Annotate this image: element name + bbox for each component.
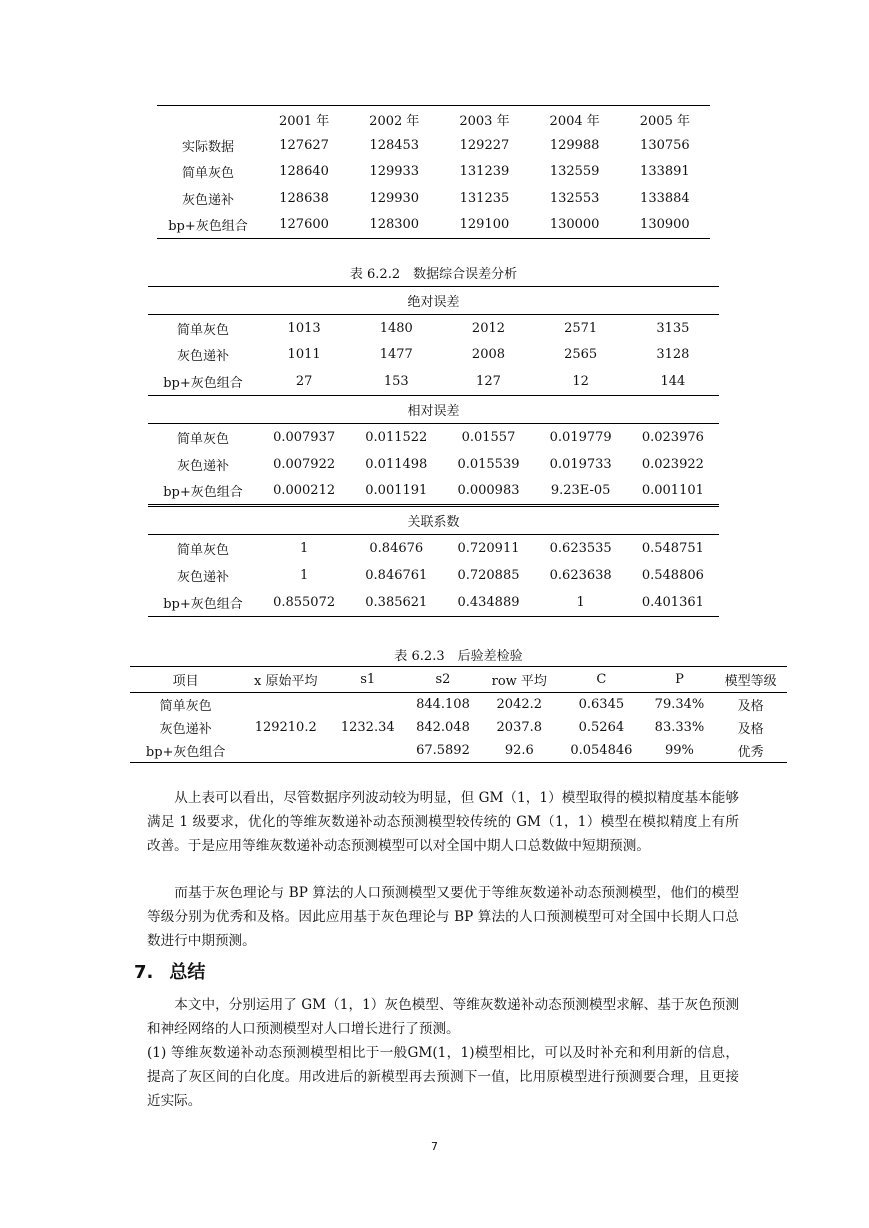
table-cell: 129988 <box>549 138 600 154</box>
table-caption-error-analysis: 表 6.2.2 数据综合误差分析 <box>349 267 518 282</box>
table-cell: 130000 <box>549 217 600 233</box>
table-cell: 0.6345 <box>578 697 625 712</box>
table-cell: 0.054846 <box>570 743 633 758</box>
table-cell: 12 <box>572 374 589 390</box>
table-cell: 129930 <box>369 190 420 206</box>
table-cell: 0.011522 <box>365 429 428 445</box>
row-label: 简单灰色 <box>181 166 234 182</box>
table-cell: 1013 <box>287 320 321 336</box>
row-label: 简单灰色 <box>176 322 229 338</box>
row-label: 灰色递补 <box>176 569 229 585</box>
table-cell: 0.019733 <box>549 456 612 472</box>
table-row <box>148 478 719 506</box>
row-label: 简单灰色 <box>176 543 229 559</box>
table-cell: 0.846761 <box>365 567 428 583</box>
table-cell: 132553 <box>549 190 600 206</box>
table-row <box>157 185 710 211</box>
table-cell: 及格 <box>737 699 764 714</box>
prediction-table <box>157 105 710 239</box>
merged-s1-cell: 1232.34 <box>340 720 395 735</box>
table-cell: 2571 <box>564 320 598 336</box>
row-label: 实际数据 <box>181 140 234 156</box>
header-cell: P <box>645 667 714 693</box>
table-cell: 0.001191 <box>365 483 428 499</box>
header-cell: s2 <box>405 667 480 693</box>
table-caption-posterior-test: 表 6.2.3 后验差检验 <box>394 649 523 664</box>
section-title-cell: 关联系数 <box>148 506 719 535</box>
header-cell: 2001 年 <box>278 113 330 129</box>
paragraph-conclusion-2: 而基于灰色理论与 BP 算法的人口预测模型又要优于等维灰数递补动态预测模型，他们的模型等级分别为优秀和及格。因此应用基于灰色理论与 BP 算法的人口预测模型可对全国中长期人口总数进行中期预测。 <box>147 885 739 949</box>
row-label: 灰色递补 <box>181 192 234 208</box>
table-cell: 1 <box>299 567 309 583</box>
table-cell: 130756 <box>640 138 690 154</box>
table-cell: 2042.2 <box>496 697 543 712</box>
table-cell: 131239 <box>459 164 510 180</box>
table-cell: 0.5264 <box>578 720 625 735</box>
table-header-row <box>130 667 787 693</box>
row-label: bp+灰色组合 <box>145 745 226 760</box>
table-cell: 92.6 <box>504 743 534 758</box>
table-cell: 130900 <box>640 217 690 233</box>
table-cell: 2008 <box>471 347 506 363</box>
table-cell: 0.007922 <box>273 456 336 472</box>
table-cell: 0.623535 <box>549 541 612 557</box>
header-cell: 2005 年 <box>639 113 690 129</box>
header-cell: 2002 年 <box>369 113 420 129</box>
header-cell: row 平均 <box>481 667 558 693</box>
table-cell: 优秀 <box>737 745 764 760</box>
table-row <box>130 716 787 739</box>
table-cell: 844.108 <box>416 697 470 712</box>
table-cell: 0.011498 <box>365 456 428 472</box>
table-row <box>148 535 719 562</box>
row-label: 灰色递补 <box>176 349 229 365</box>
table-cell: 0.84676 <box>369 541 424 557</box>
table-row <box>130 693 787 717</box>
table-cell: 1 <box>299 541 309 557</box>
table-header-row <box>157 106 710 133</box>
table-cell: 0.548751 <box>641 541 704 557</box>
table-row <box>157 212 710 239</box>
table-cell: 129227 <box>459 138 510 154</box>
table-cell: 0.434889 <box>442 589 534 616</box>
row-label: bp+灰色组合 <box>163 485 243 501</box>
table-cell: 133884 <box>640 190 690 206</box>
header-cell: s1 <box>330 667 405 693</box>
table-cell: 0.001101 <box>641 483 704 499</box>
row-label: bp+灰色组合 <box>168 219 248 235</box>
header-cell: C <box>558 667 645 693</box>
header-cell <box>157 106 259 133</box>
table-row <box>148 342 719 369</box>
table-cell: 127 <box>476 374 501 390</box>
table-row <box>148 589 719 616</box>
table-cell: 128638 <box>279 190 329 206</box>
table-cell: 2037.8 <box>496 720 543 735</box>
table-cell: 129100 <box>459 217 510 233</box>
table-cell: 1477 <box>379 347 413 363</box>
header-cell: 项目 <box>130 667 241 693</box>
section-heading <box>134 958 205 984</box>
row-label: 简单灰色 <box>159 699 212 714</box>
header-cell: 模型等级 <box>714 667 787 693</box>
table-cell: 0.01557 <box>461 429 516 445</box>
table-cell: 0.548806 <box>641 567 704 583</box>
table-cell: 133891 <box>640 164 690 180</box>
table-cell: 79.34% <box>654 697 705 712</box>
table-cell: 153 <box>383 374 409 390</box>
table-row <box>157 159 710 185</box>
row-label: bp+灰色组合 <box>148 589 258 616</box>
table-row <box>148 562 719 589</box>
paragraph-conclusion-1: 从上表可以看出，尽管数据序列波动较为明显，但 GM（1，1）模型取得的模拟精度基本能够满足 1 级要求，优化的等维灰数递补动态预测模型较传统的 GM（1，1）模型在模拟精度上有所改善。于是应用等维灰数递补动态预测模型可以对全国中期人口总数做中短期预测。 <box>147 790 739 854</box>
table-cell: 2565 <box>564 347 598 363</box>
table-row <box>130 739 787 763</box>
table-cell: 0.401361 <box>627 589 719 616</box>
table-cell: 0.720885 <box>457 567 520 583</box>
section-title-cell: 相对误差 <box>148 396 719 424</box>
table-cell: 0.000212 <box>273 483 336 499</box>
row-label: 简单灰色 <box>176 431 229 447</box>
table-cell: 0.000983 <box>457 483 520 499</box>
table-row <box>157 132 710 158</box>
row-label: 灰色递补 <box>176 458 229 474</box>
table-cell: 0.023922 <box>641 456 704 472</box>
merged-x-mean-cell: 129210.2 <box>254 720 317 735</box>
table-cell: 0.720911 <box>457 541 520 557</box>
table-cell: 128300 <box>369 217 420 233</box>
table-cell: 128640 <box>279 164 329 180</box>
table-cell: 67.5892 <box>416 743 470 758</box>
table-cell: 2012 <box>471 320 506 336</box>
table-cell: 0.855072 <box>258 589 350 616</box>
table-cell: 0.385621 <box>350 589 442 616</box>
paragraph-summary-intro: 本文中，分别运用了 GM（1，1）灰色模型、等维灰数递补动态预测模型求解、基于灰色预测和神经网络的人口预测模型对人口增长进行了预测。 <box>147 997 739 1037</box>
table-cell: 132559 <box>549 164 600 180</box>
table-row <box>148 368 719 395</box>
section-header-row <box>148 396 719 424</box>
header-cell: 2004 年 <box>549 113 600 129</box>
table-cell: 144 <box>660 374 686 390</box>
table-cell: 129933 <box>369 164 420 180</box>
page-number: 7 <box>431 1140 438 1153</box>
paragraph-summary-point-1: (1) 等维灰数递补动态预测模型相比于一般GM(1，1)模型相比，可以及时补充和利用新的信息，提高了灰区间的白化度。用改进后的新模型再去预测下一值，比用原模型进行预测要合理，且更接近实际。 <box>147 1045 739 1109</box>
section-header-row <box>148 506 719 535</box>
table-cell: 128453 <box>369 138 420 154</box>
header-cell: 2003 年 <box>459 113 510 129</box>
table-row <box>148 423 719 450</box>
table-cell: 3128 <box>656 347 690 363</box>
table-cell: 0.019779 <box>549 429 612 445</box>
table-cell: 131235 <box>459 190 510 206</box>
table-cell: 127627 <box>279 138 329 154</box>
table-cell: 127600 <box>279 217 329 233</box>
section-number: 7. <box>134 962 154 983</box>
error-analysis-table <box>148 286 719 617</box>
header-cell: x 原始平均 <box>241 667 330 693</box>
table-cell: 99% <box>665 743 694 758</box>
table-cell: 0.007937 <box>273 429 336 445</box>
table-cell: 83.33% <box>654 720 705 735</box>
table-cell: 3135 <box>656 320 690 336</box>
table-cell: 0.623638 <box>549 567 612 583</box>
section-title: 总结 <box>169 962 206 983</box>
table-cell: 1 <box>535 589 627 616</box>
table-cell: 842.048 <box>416 720 470 735</box>
row-label: 灰色递补 <box>159 722 212 737</box>
table-cell: 及格 <box>737 722 764 737</box>
table-cell: 1011 <box>287 347 321 363</box>
table-row <box>148 314 719 341</box>
table-cell: 0.015539 <box>457 456 520 472</box>
table-cell: 1480 <box>379 320 413 336</box>
table-row <box>148 451 719 478</box>
posterior-test-table <box>130 666 787 763</box>
section-header-row <box>148 287 719 315</box>
table-cell: 9.23E-05 <box>550 483 611 499</box>
section-title-cell: 绝对误差 <box>148 287 719 315</box>
row-label: bp+灰色组合 <box>163 376 243 392</box>
table-cell: 0.023976 <box>641 429 704 445</box>
table-cell: 27 <box>295 374 313 390</box>
